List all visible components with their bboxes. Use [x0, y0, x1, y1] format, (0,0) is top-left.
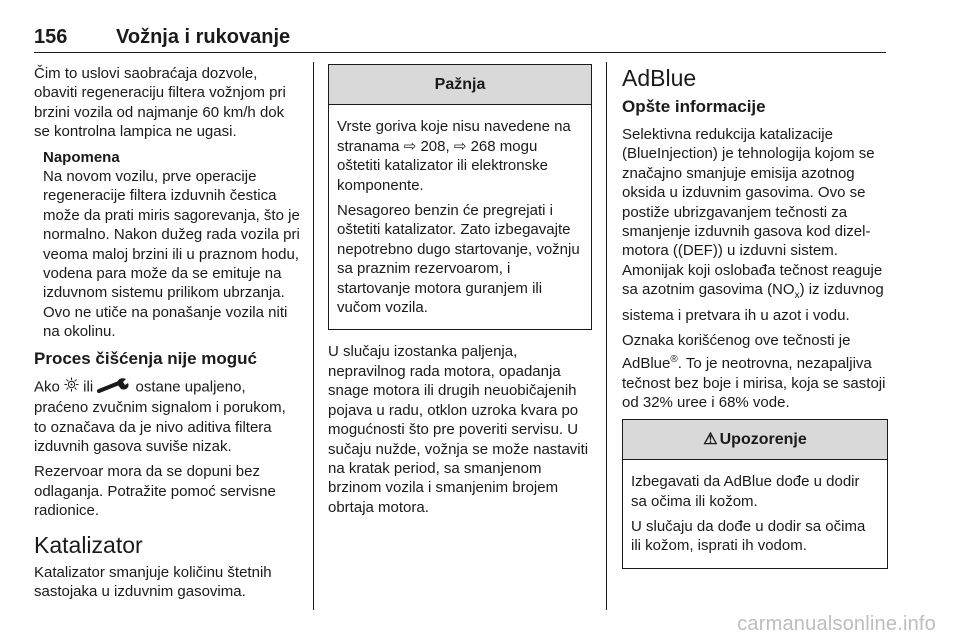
notice-paragraph-1 [337, 117, 583, 195]
note-block [34, 148, 302, 342]
column-right [622, 64, 888, 581]
warning-paragraph-1: Izbegavati da AdBlue dođe u dodir sa očima ili kožom. [631, 473, 860, 510]
page-number: 156 [34, 26, 68, 48]
page-ref-arrow-icon: ⇨ [453, 137, 467, 155]
notice-title: Pažnja [329, 65, 591, 105]
catalyst-heading: Katalizator [34, 531, 143, 558]
page-header [34, 26, 886, 53]
page-ref-268[interactable]: 268 [470, 137, 496, 155]
notice-ref-separator: , [445, 137, 454, 155]
general-info-heading: Opšte informacije [622, 97, 766, 116]
cleaning-text-c: ostane upaljeno, praćeno zvučnim signalom i porukom, to označava da je nivo aditiva filtera izduvnih gasova suviše nizak. [34, 378, 286, 455]
notice-body [329, 105, 591, 329]
cleaning-text-a: Ako [34, 378, 65, 396]
adblue-text-b: . To je neotrovna, nezapaljiva tečnost bez boje i mirisa, koja se sastoji od 32% uree i 68% vode. [622, 355, 886, 412]
adblue-text-a: Oznaka korišćenog ove tečnosti je AdBlue [622, 332, 851, 373]
warning-title: Upozorenje [719, 430, 807, 448]
adblue-heading: AdBlue [622, 65, 697, 91]
note-text: Na novom vozilu, prve operacije regeneracije filtera izduvnih čestica može da prati miris sagorevanja, što je normalno. Nakon dužeg rada vozila pri veoma maloj brzini ili u praznom hodu, vodena para može da se emituje na izduvnom sistemu prilikom ubrzanja. Ovo ne utiče na ponašanje vozila niti na okolinu. [43, 168, 300, 341]
page-ref-208[interactable]: 208 [420, 137, 446, 155]
column-divider-1 [313, 62, 314, 610]
warning-header [623, 420, 887, 460]
page-ref-arrow-icon: ⇨ [403, 137, 417, 155]
column-divider-2 [606, 62, 607, 610]
warning-triangle-icon: ⚠ [703, 430, 718, 448]
misfire-paragraph: U slučaju izostanka paljenja, nepravilnog rada motora, opadanja snage motora ili drugih neuobičajenih pojava u radu, otklon uzroka kvara po mogućnosti što pre poveriti servisu. U sučaju nužde, vožnja se može nastaviti na kratak period, sa smanjenom brzinom vozila i smanjenim brojem obrtaja motora. [328, 343, 589, 516]
regeneration-paragraph: Čim to uslovi saobraćaja dozvole, obaviti regeneraciju filtera vožnjom pri brzini vozila od najmanje 60 km/h dok se kontrolna lampica ne ugasi. [34, 65, 286, 141]
scr-paragraph [622, 125, 888, 325]
scr-text-a: Selektivna redukcija katalizacije (BlueInjection) je tehnologija kojom se značajno smanjuje emisija azotnog oksida u izduvnim gasovima. Ovo se postiže ubrizgavanjem tečnosti za smanjenje izduvnih gasova kod dizel-motora ((DEF)) u izduvni sistem. Amonijak koji oslobađa tečnost reaguje sa azotnim gasovima (NO [622, 126, 883, 299]
warning-paragraph-2: U slučaju da dođe u dodir sa očima ili kožom, isprati ih vodom. [631, 517, 866, 555]
filter-warning-icon [64, 377, 79, 397]
scr-text-b: ) iz izduvnog sistema i pretvara ih u azot i vodu. [622, 281, 884, 324]
notice-box [328, 64, 592, 330]
refill-paragraph: Rezervoar mora da se dopuni bez odlaganja. Potražite pomoć servisne radionice. [34, 463, 276, 520]
watermark: carmanualsonline.info [737, 613, 936, 635]
column-middle [328, 64, 592, 523]
note-title: Napomena [43, 148, 120, 166]
warning-box [622, 419, 888, 569]
nox-subscript: x [794, 290, 800, 302]
registered-mark: ® [670, 354, 678, 366]
adblue-description-paragraph [622, 331, 888, 413]
wrench-icon [97, 377, 131, 398]
column-left [34, 64, 302, 607]
notice-paragraph-2: Nesagoreo benzin će pregrejati i oštetiti katalizator. Zato izbegavajte nepotrebno dugo startovanje, vožnju sa praznim rezervoarom, i startovanje motora guranjem ili vučom vozila. [337, 202, 580, 317]
warning-body [623, 460, 887, 568]
notice-text-b: mogu oštetiti katalizator ili elektronske komponente. [337, 137, 548, 194]
notice-text-a: Vrste goriva koje nisu navedene na stranama [337, 118, 571, 155]
cleaning-paragraph [34, 377, 302, 457]
section-title: Vožnja i rukovanje [116, 26, 291, 48]
catalyst-paragraph: Katalizator smanjuje količinu štetnih sastojaka u izduvnim gasovima. [34, 563, 272, 600]
cleaning-heading: Proces čišćenja nije moguć [34, 348, 257, 368]
cleaning-text-b: ili [79, 378, 98, 396]
